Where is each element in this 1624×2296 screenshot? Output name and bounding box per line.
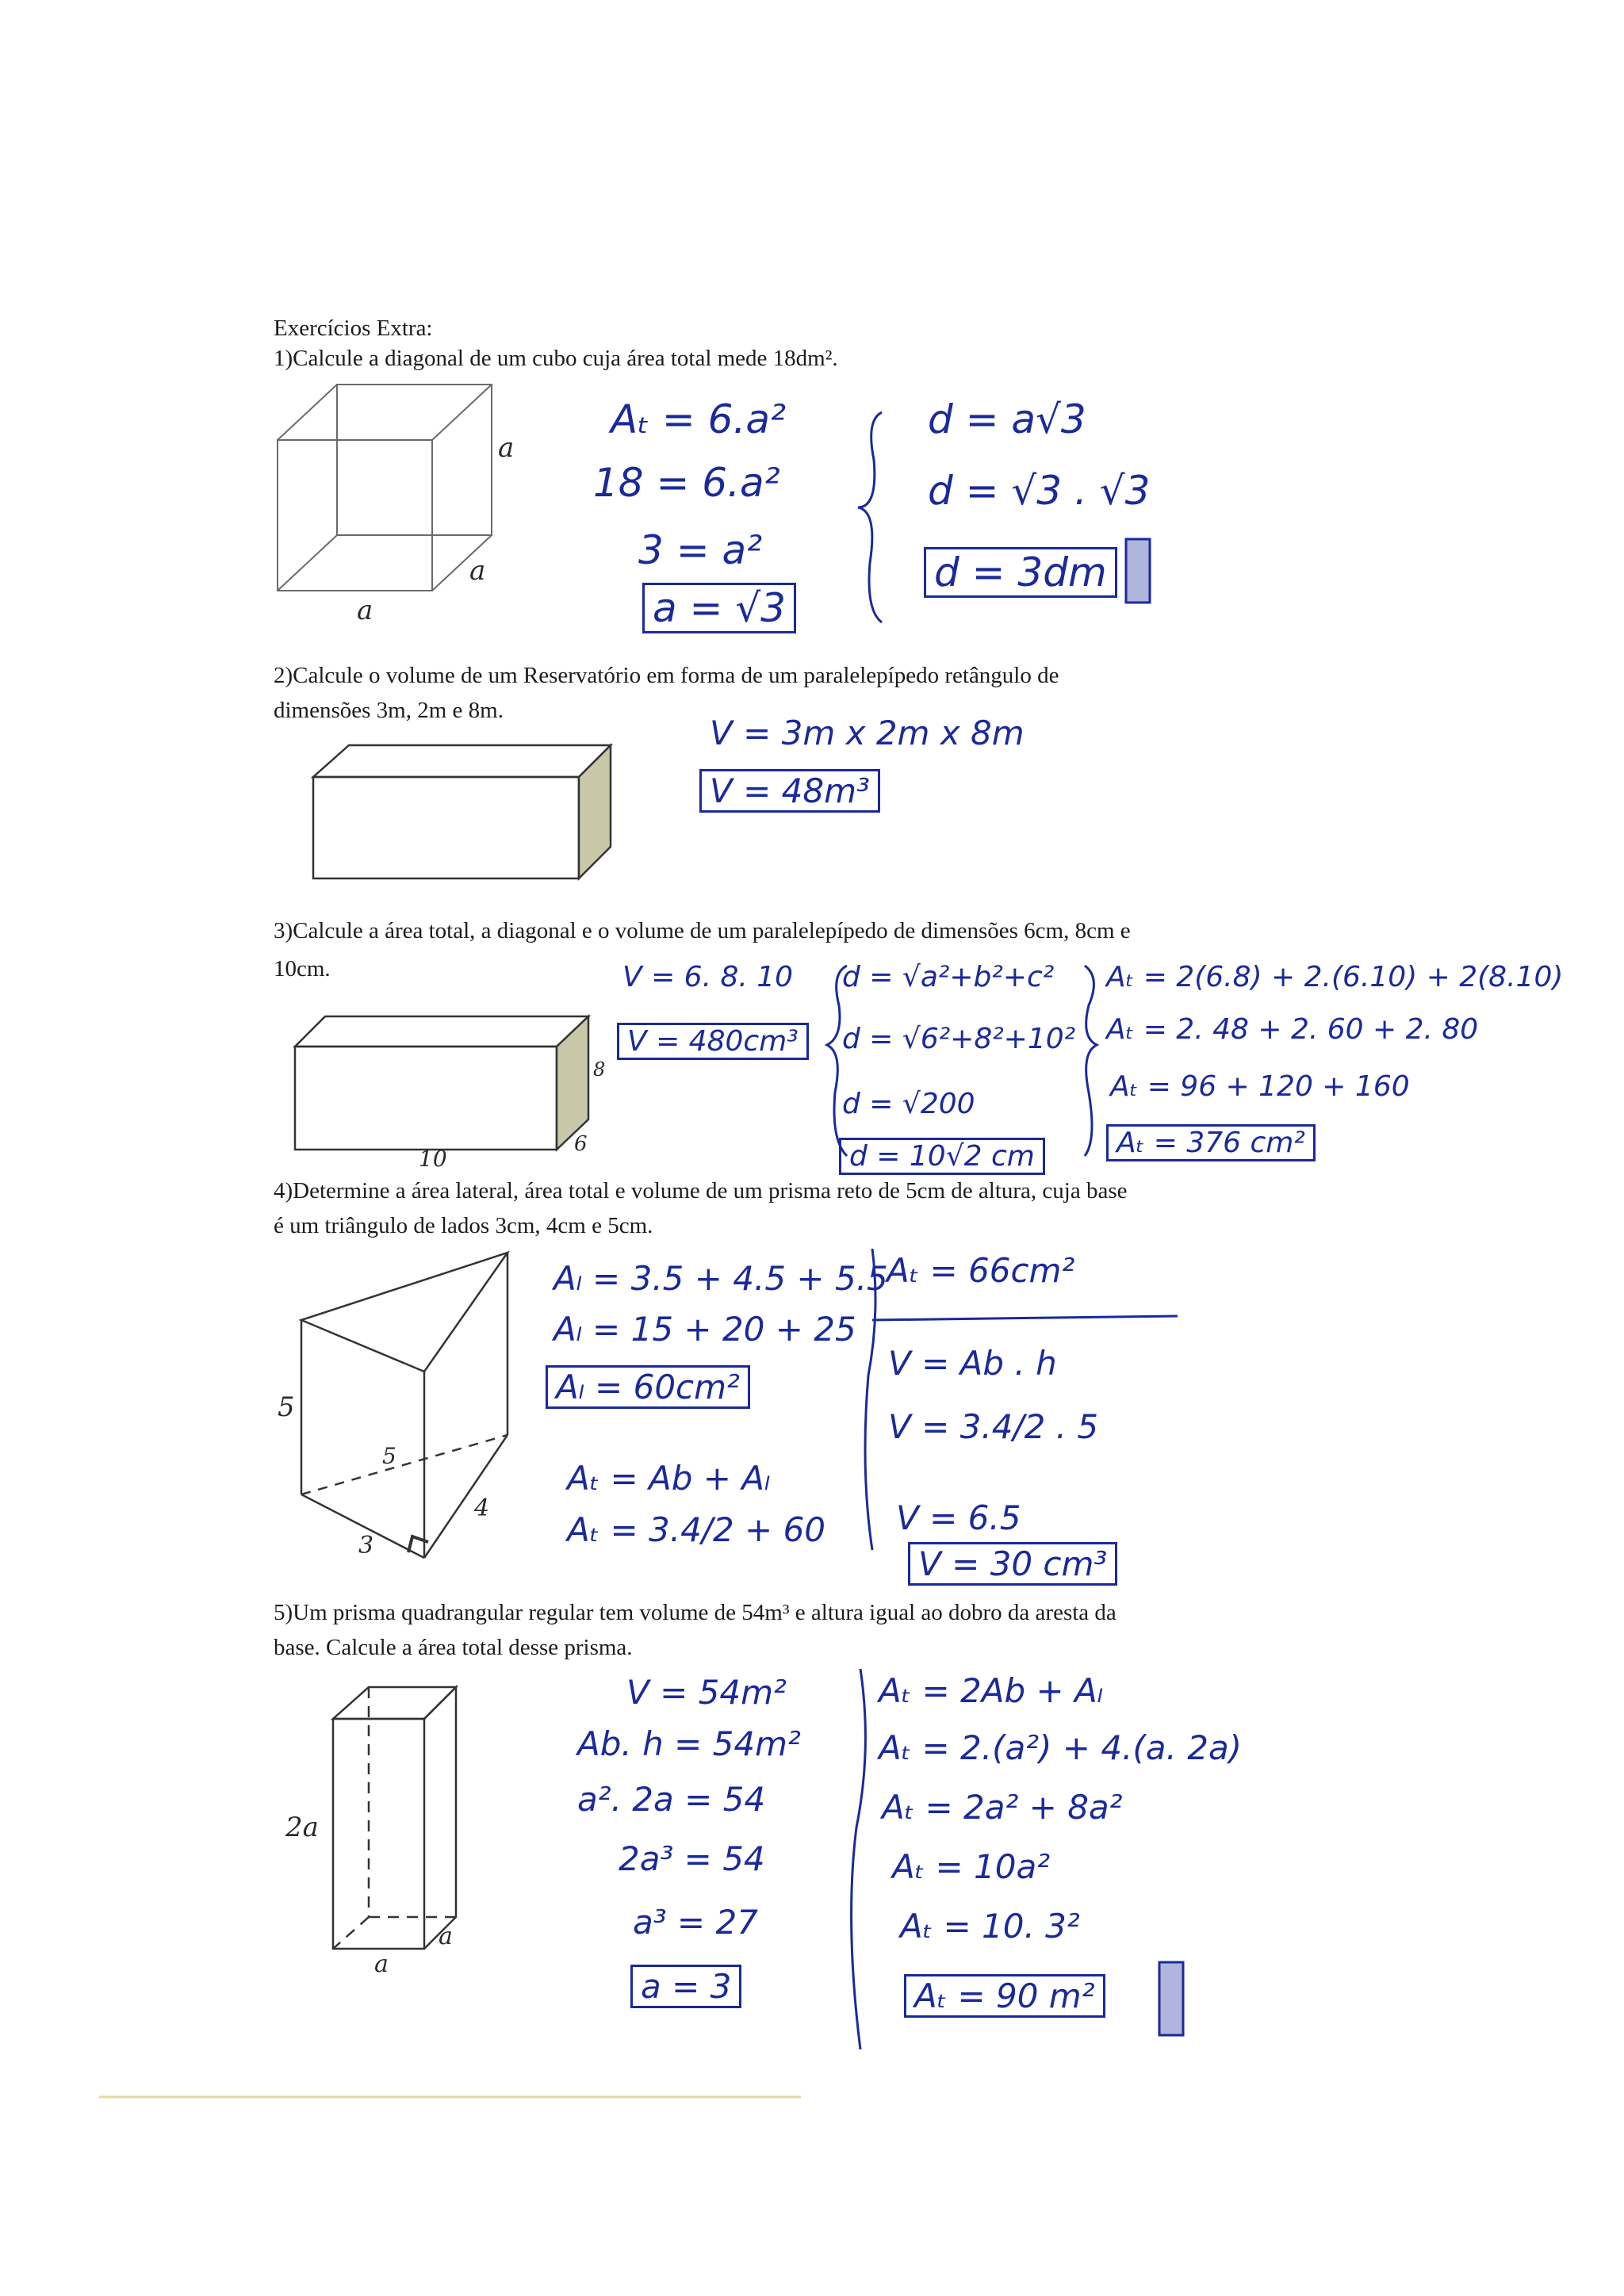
q1-work-2: 3 = a² <box>638 527 763 573</box>
q4-work-7: V = 3.4/2 . 5 <box>888 1407 1099 1446</box>
q3-work-6: Aₜ = 2(6.8) + 2.(6.10) + 2(8.10) <box>1106 961 1564 993</box>
q1-work-5: d = √3 . √3 <box>928 468 1151 514</box>
q3-label-depth: 6 <box>574 1132 588 1156</box>
q4-label-leg4: 4 <box>474 1494 490 1522</box>
q5-work-2: a². 2a = 54 <box>577 1780 766 1819</box>
q2-work-0: V = 3m x 2m x 8m <box>710 714 1025 752</box>
q3-statement-line1: 3)Calcule a área total, a diagonal e o volume de um paralelepípedo de dimensões 6cm, 8cm e <box>274 918 1131 943</box>
q5-prism-diagram <box>333 1687 456 1949</box>
q1-work-3: a = √3 <box>642 583 796 633</box>
q5-work-4: a³ = 27 <box>633 1903 758 1942</box>
q2-box-diagram <box>313 745 611 878</box>
q5-statement-line2: base. Calcule a área total desse prisma. <box>274 1635 633 1660</box>
q3-work-5: d = 10√2 cm <box>839 1138 1045 1175</box>
q3-work-8: Aₜ = 96 + 120 + 160 <box>1110 1070 1410 1103</box>
q4-work-2: Aₗ = 60cm² <box>546 1365 750 1409</box>
q5-work-11: Aₜ = 90 m² <box>904 1974 1105 2018</box>
q1-work-4: d = a√3 <box>928 396 1086 442</box>
q5-label-depth: a <box>439 1923 453 1950</box>
q5-work-8: Aₜ = 2a² + 8a² <box>882 1788 1123 1827</box>
q5-work-9: Aₜ = 10a² <box>892 1847 1051 1886</box>
q1-work-0: Aₜ = 6.a² <box>611 396 787 442</box>
q4-statement-line2: é um triângulo de lados 3cm, 4cm e 5cm. <box>274 1213 653 1238</box>
q2-statement-line2: dimensões 3m, 2m e 8m. <box>274 698 504 723</box>
q4-statement-line1: 4)Determine a área lateral, área total e volume de um prisma reto de 5cm de altura, cuja base <box>274 1178 1128 1203</box>
header-title: Exercícios Extra: <box>274 316 433 341</box>
q3-box-diagram <box>295 1016 588 1150</box>
q1-label-right: a <box>498 432 515 464</box>
q3-work-9: Aₜ = 376 cm² <box>1106 1124 1316 1161</box>
q1-work-1: 18 = 6.a² <box>593 460 780 506</box>
q3-work-1: V = 480cm³ <box>617 1023 809 1060</box>
q5-work-1: Ab. h = 54m² <box>577 1724 801 1763</box>
q5-work-6: Aₜ = 2Ab + Aₗ <box>879 1671 1103 1710</box>
q2-work-1: V = 48m³ <box>699 769 880 813</box>
q4-work-8: V = 6.5 <box>896 1498 1021 1537</box>
q1-label-bottom: a <box>357 595 373 626</box>
q5-work-5: a = 3 <box>630 1965 741 2008</box>
q3-statement-line2: 10cm. <box>274 956 331 982</box>
q1-work-6: d = 3dm <box>924 547 1117 598</box>
q3-label-side: 8 <box>593 1058 606 1081</box>
q5-label-height: 2a <box>285 1812 319 1843</box>
q1-cube-diagram <box>278 385 492 591</box>
q3-label-bottom: 10 <box>419 1146 447 1172</box>
q5-work-10: Aₜ = 10. 3² <box>900 1907 1080 1946</box>
q3-work-3: d = √6²+8²+10² <box>842 1023 1076 1055</box>
q5-work-7: Aₜ = 2.(a²) + 4.(a. 2a) <box>879 1728 1243 1767</box>
q5-work-3: 2a³ = 54 <box>619 1839 765 1878</box>
q5-label-bottom: a <box>374 1950 389 1978</box>
q3-work-7: Aₜ = 2. 48 + 2. 60 + 2. 80 <box>1106 1013 1479 1046</box>
q4-label-leg3: 3 <box>358 1532 374 1559</box>
q3-work-4: d = √200 <box>842 1088 975 1120</box>
q5-statement-line1: 5)Um prisma quadrangular regular tem volume de 54m³ e altura igual ao dobro da aresta da <box>274 1600 1116 1625</box>
q1-statement: 1)Calcule a diagonal de um cubo cuja área total mede 18dm². <box>274 346 838 371</box>
q4-work-6: V = Ab . h <box>888 1344 1057 1383</box>
q3-work-2: d = √a²+b²+c² <box>842 961 1055 993</box>
q4-work-3: Aₜ = Ab + Aₗ <box>567 1459 770 1498</box>
q4-work-9: V = 30 cm³ <box>908 1542 1117 1586</box>
q3-work-0: V = 6. 8. 10 <box>622 961 794 993</box>
q4-label-hyp: 5 <box>382 1443 396 1469</box>
q2-statement-line1: 2)Calcule o volume de um Reservatório em forma de um paralelepípedo retângulo de <box>274 663 1059 688</box>
q4-work-4: Aₜ = 3.4/2 + 60 <box>567 1510 826 1549</box>
q4-work-0: Aₗ = 3.5 + 4.5 + 5.5 <box>553 1259 888 1298</box>
q5-work-0: V = 54m² <box>626 1673 787 1712</box>
q4-work-1: Aₗ = 15 + 20 + 25 <box>553 1310 856 1349</box>
q1-label-front: a <box>469 555 486 587</box>
q4-work-5: Aₜ = 66cm² <box>887 1251 1075 1290</box>
q4-label-height: 5 <box>278 1391 295 1423</box>
